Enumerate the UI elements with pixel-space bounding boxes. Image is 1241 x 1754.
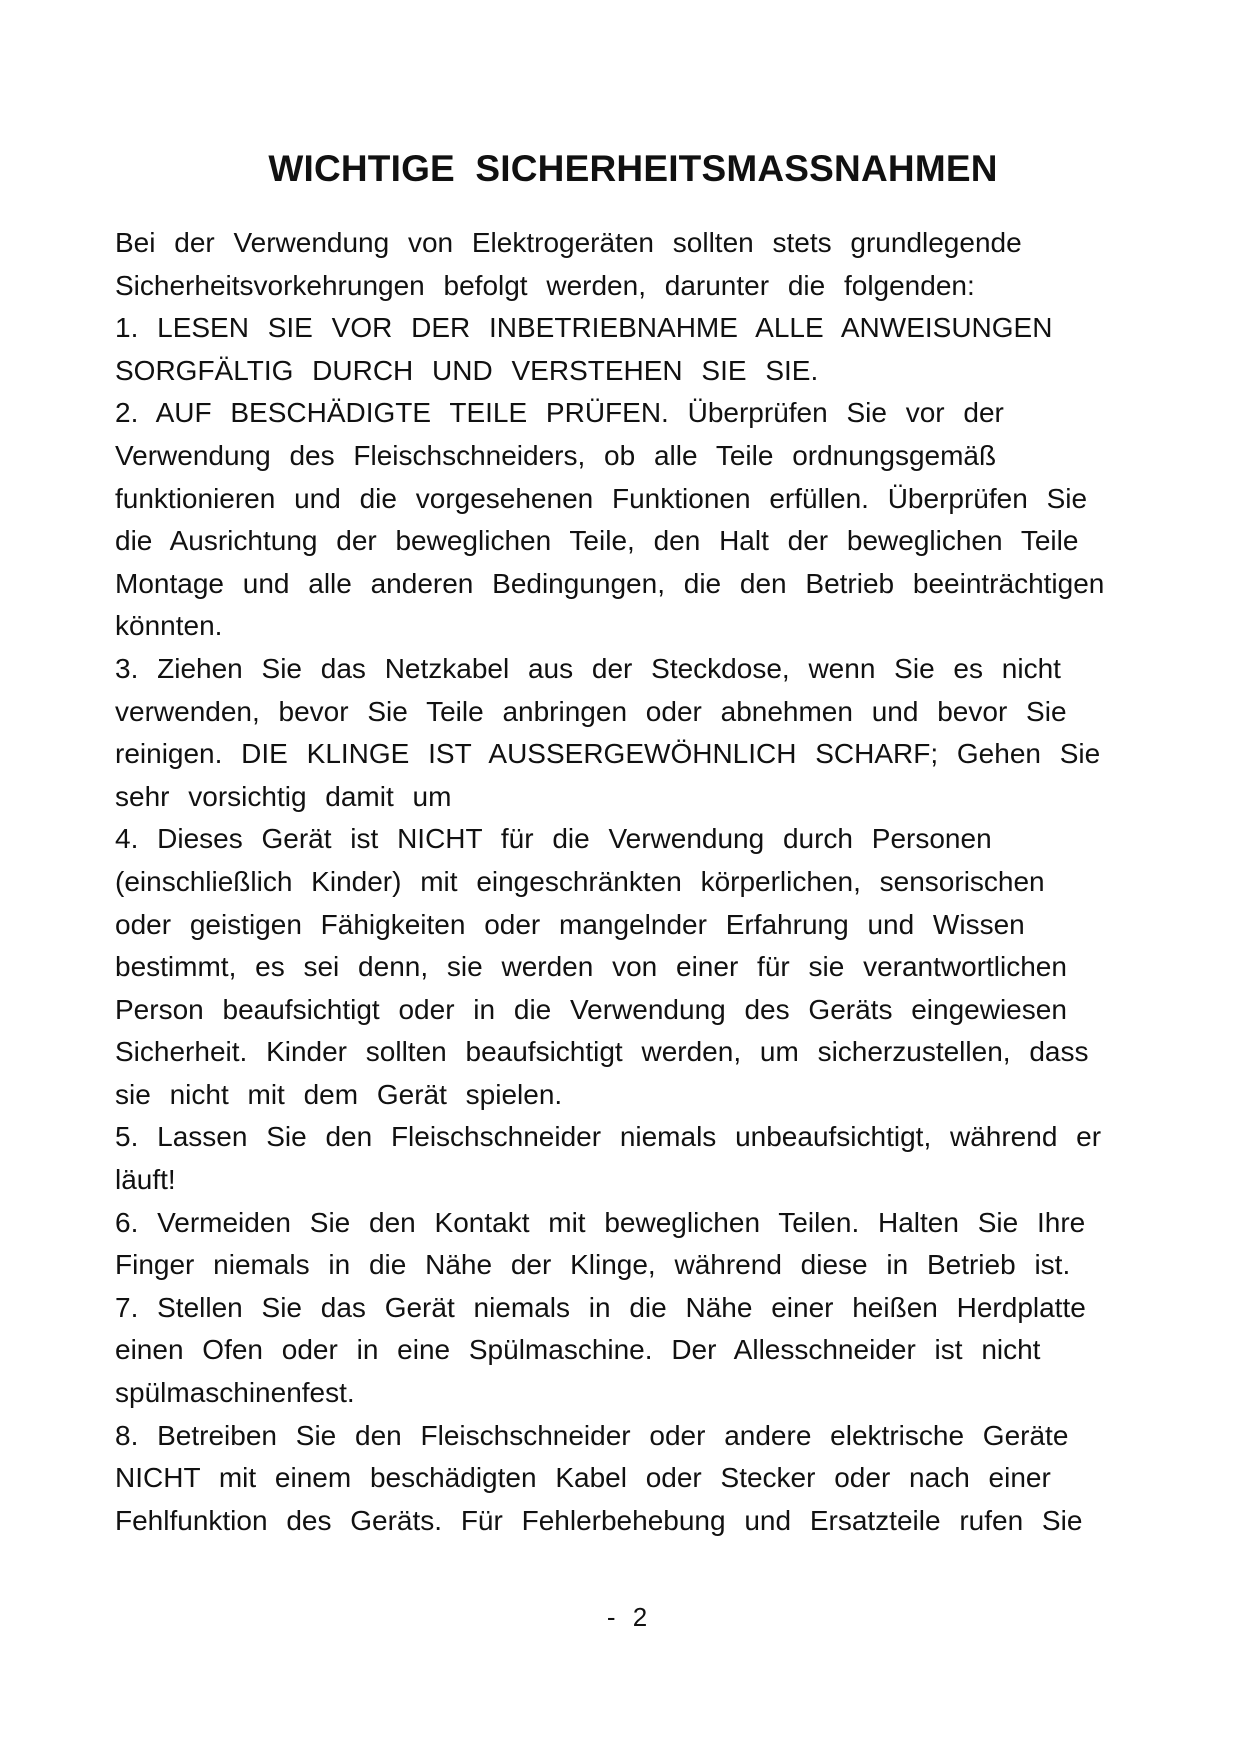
- text-line: NICHT mit einem beschädigten Kabel oder Stecker oder nach einer: [115, 1462, 1051, 1494]
- text-line: Person beaufsichtigt oder in die Verwendung des Geräts eingewiesen: [115, 993, 1067, 1025]
- text-line: 5. Lassen Sie den Fleischschneider niemals unbeaufsichtigt, während er: [115, 1121, 1102, 1153]
- page-number: - 2: [606, 1602, 648, 1632]
- text-line: (einschließlich Kinder) mit eingeschränkten körperlichen, sensorischen: [115, 865, 1045, 897]
- text-line: läuft!: [115, 1164, 176, 1196]
- text-line: könnten.: [115, 610, 223, 642]
- text-line: sehr vorsichtig damit um: [115, 780, 452, 812]
- text-line: spülmaschinenfest.: [115, 1377, 355, 1409]
- body-text: [115, 222, 1215, 1542]
- text-line: Finger niemals in die Nähe der Klinge, während diese in Betrieb ist.: [115, 1249, 1071, 1281]
- text-line: Sicherheitsvorkehrungen befolgt werden, darunter die folgenden:: [115, 269, 975, 301]
- text-line: verwenden, bevor Sie Teile anbringen oder abnehmen und bevor Sie: [115, 695, 1067, 727]
- text-line: Verwendung des Fleischschneiders, ob alle Teile ordnungsgemäß: [115, 439, 997, 471]
- text-line: 6. Vermeiden Sie den Kontakt mit beweglichen Teilen. Halten Sie Ihre: [115, 1206, 1086, 1238]
- text-line: 7. Stellen Sie das Gerät niemals in die Nähe einer heißen Herdplatte: [115, 1291, 1086, 1323]
- text-line: Montage und alle anderen Bedingungen, die den Betrieb beeinträchtigen: [115, 567, 1105, 599]
- text-line: 4. Dieses Gerät ist NICHT für die Verwendung durch Personen: [115, 823, 992, 855]
- text-line: die Ausrichtung der beweglichen Teile, den Halt der beweglichen Teile: [115, 525, 1079, 557]
- text-line: 1. LESEN SIE VOR DER INBETRIEBNAHME ALLE ANWEISUNGEN: [115, 312, 1053, 344]
- text-line: oder geistigen Fähigkeiten oder mangelnder Erfahrung und Wissen: [115, 908, 1025, 940]
- text-line: bestimmt, es sei denn, sie werden von einer für sie verantwortlichen: [115, 951, 1067, 983]
- text-line: 3. Ziehen Sie das Netzkabel aus der Steckdose, wenn Sie es nicht: [115, 652, 1061, 684]
- text-line: 8. Betreiben Sie den Fleischschneider oder andere elektrische Geräte: [115, 1419, 1069, 1451]
- text-line: reinigen. DIE KLINGE IST AUSSERGEWÖHNLICH SCHARF; Gehen Sie: [115, 738, 1101, 770]
- text-line: Sicherheit. Kinder sollten beaufsichtigt werden, um sicherzustellen, dass: [115, 1036, 1089, 1068]
- text-line: Fehlfunktion des Geräts. Für Fehlerbehebung und Ersatzteile rufen Sie: [115, 1504, 1083, 1536]
- text-line: funktionieren und die vorgesehenen Funktionen erfüllen. Überprüfen Sie: [115, 482, 1088, 514]
- text-line: Bei der Verwendung von Elektrogeräten sollten stets grundlegende: [115, 227, 1022, 258]
- text-line: 2. AUF BESCHÄDIGTE TEILE PRÜFEN. Überprüfen Sie vor der: [115, 397, 1004, 429]
- text-line: sie nicht mit dem Gerät spielen.: [115, 1078, 563, 1110]
- text-line: SORGFÄLTIG DURCH UND VERSTEHEN SIE SIE.: [115, 354, 819, 386]
- text-line: einen Ofen oder in eine Spülmaschine. Der Allesschneider ist nicht: [115, 1334, 1041, 1366]
- page-title: WICHTIGE SICHERHEITSMASSNAHMEN: [268, 148, 998, 189]
